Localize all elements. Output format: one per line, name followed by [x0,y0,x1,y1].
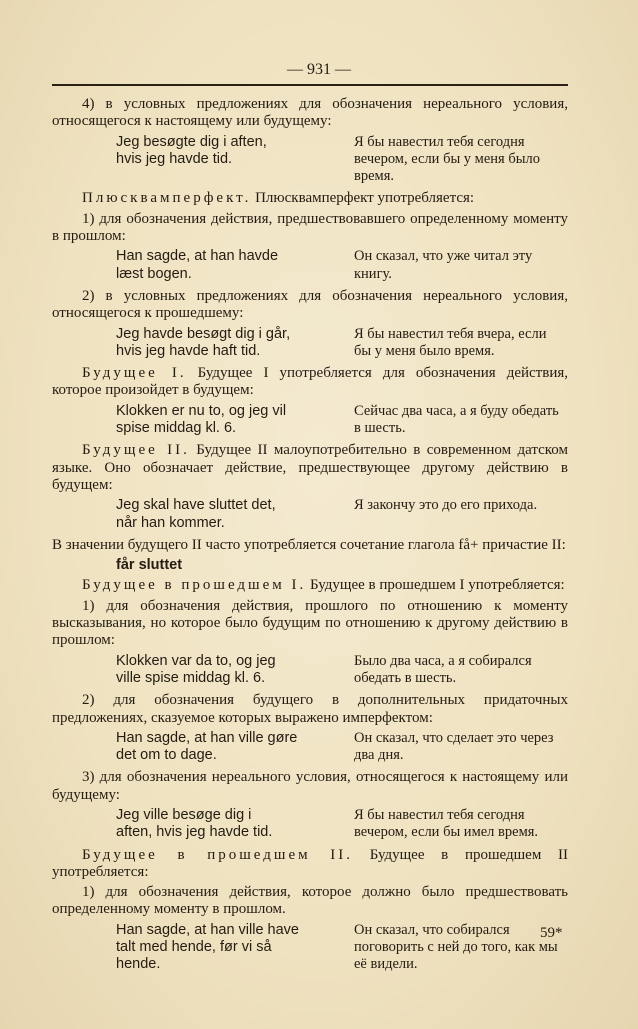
paragraph: В значении будущего II часто употребляется сочетание глагола få+ причастие II: [52,536,566,553]
danish-example: Jeg ville besøge dig i aften, hvis jeg havde tid. [116,806,273,841]
header-rule [52,84,568,86]
paragraph: 3) для обозначения нереального условия, относящегося к настоящему или будущему: [52,769,568,803]
page-number: — 931 — [287,61,351,78]
russian-translation: Я бы навестил тебя сегодня вечером, если бы имел время. [354,806,539,841]
example-pair [116,653,568,688]
example-pair [116,326,568,361]
danish-example: Han sagde, at han ville gøre det om to dage. [116,729,298,764]
example-pair [116,403,568,438]
russian-translation: Было два часа, а я собирался обедать в шесть. [354,652,532,686]
russian-translation: Он сказал, что собирался поговорить с ней до того, как мы её видели. [354,921,558,973]
paragraph: 4) в условных предложениях для обозначения нереального условия, относящегося к настоящему или будущему: [52,96,568,130]
danish-example: Han sagde, at han havde læst bogen. [116,248,279,282]
section-heading-paragraph: Будущее в прошедшем II. Будущее в прошедшем II употребляется: [52,846,568,880]
section-title: Будущее в прошедшем II. [82,846,354,863]
paragraph: 1) для обозначения действия, которое должно было предшествовать определенному моменту в прошлом. [52,884,568,918]
russian-translation: Я бы навестил тебя сегодня вечером, если бы у меня было время. [354,133,540,185]
danish-example: Klokken er nu to, og jeg vil spise middag kl. 6. [116,402,287,437]
example-pair [116,497,568,532]
section-title: Будущее в прошедшем I. [82,577,307,594]
russian-translation: Он сказал, что уже читал эту книгу. [354,248,533,282]
example-pair [116,248,568,283]
russian-translation: Сейчас два часа, а я буду обедать в шесть. [354,402,559,437]
danish-example: Jeg skal have sluttet det, når han kommer. [116,497,276,531]
example-pair [116,730,568,765]
example-pair [116,922,568,974]
russian-translation: Я бы навестил тебя вчера, если бы у меня было время. [354,325,547,359]
danish-example: Jeg havde besøgt dig i går, hvis jeg havde haft tid. [116,325,291,359]
section-heading-paragraph: Будущее II. Будущее II малоупотребительно в современном датском языке. Оно обозначает действие, предшествующее другому действию в будущем: [52,442,568,493]
section-title: Плюсквамперфект. [82,190,252,207]
paragraph: 1) для обозначения действия, прошлого по отношению к моменту высказывания, но которое было будущим по отношению к другому действию в прошлом: [52,597,568,649]
danish-example: Klokken var da to, og jeg ville spise middag kl. 6. [116,652,276,686]
bold-example: får sluttet [116,557,183,574]
russian-translation: Он сказал, что сделает это через два дня. [354,729,554,764]
paragraph: 1) для обозначения действия, предшествовавшего определенному моменту в прошлом: [52,210,568,245]
section-title: Будущее I. [82,365,187,382]
russian-translation: Я закончу это до его прихода. [354,497,538,514]
danish-example: Han sagde, at han ville have talt med hende, før vi så hende. [116,921,299,973]
danish-example: Jeg besøgte dig i aften, hvis jeg havde tid. [116,133,267,167]
section-heading-paragraph: Плюсквамперфект. Плюсквамперфект употребляется: [82,190,475,207]
example-pair [116,807,568,842]
section-heading-paragraph: Будущее в прошедшем I. Будущее в прошедшем I употребляется: [82,577,565,594]
example-pair [116,134,568,186]
paragraph: 2) для обозначения будущего в дополнительных придаточных предложениях, сказуемое которых выражено имперфектом: [52,692,568,726]
paragraph: 2) в условных предложениях для обозначения нереального условия, относящегося к прошедшему: [52,287,568,322]
section-title: Будущее II. [82,442,190,459]
section-heading-paragraph: Будущее I. Будущее I употребляется для обозначения действия, которое произойдет в будущем: [52,365,568,399]
page-body [52,96,568,979]
signature-mark: 59* [540,925,563,941]
